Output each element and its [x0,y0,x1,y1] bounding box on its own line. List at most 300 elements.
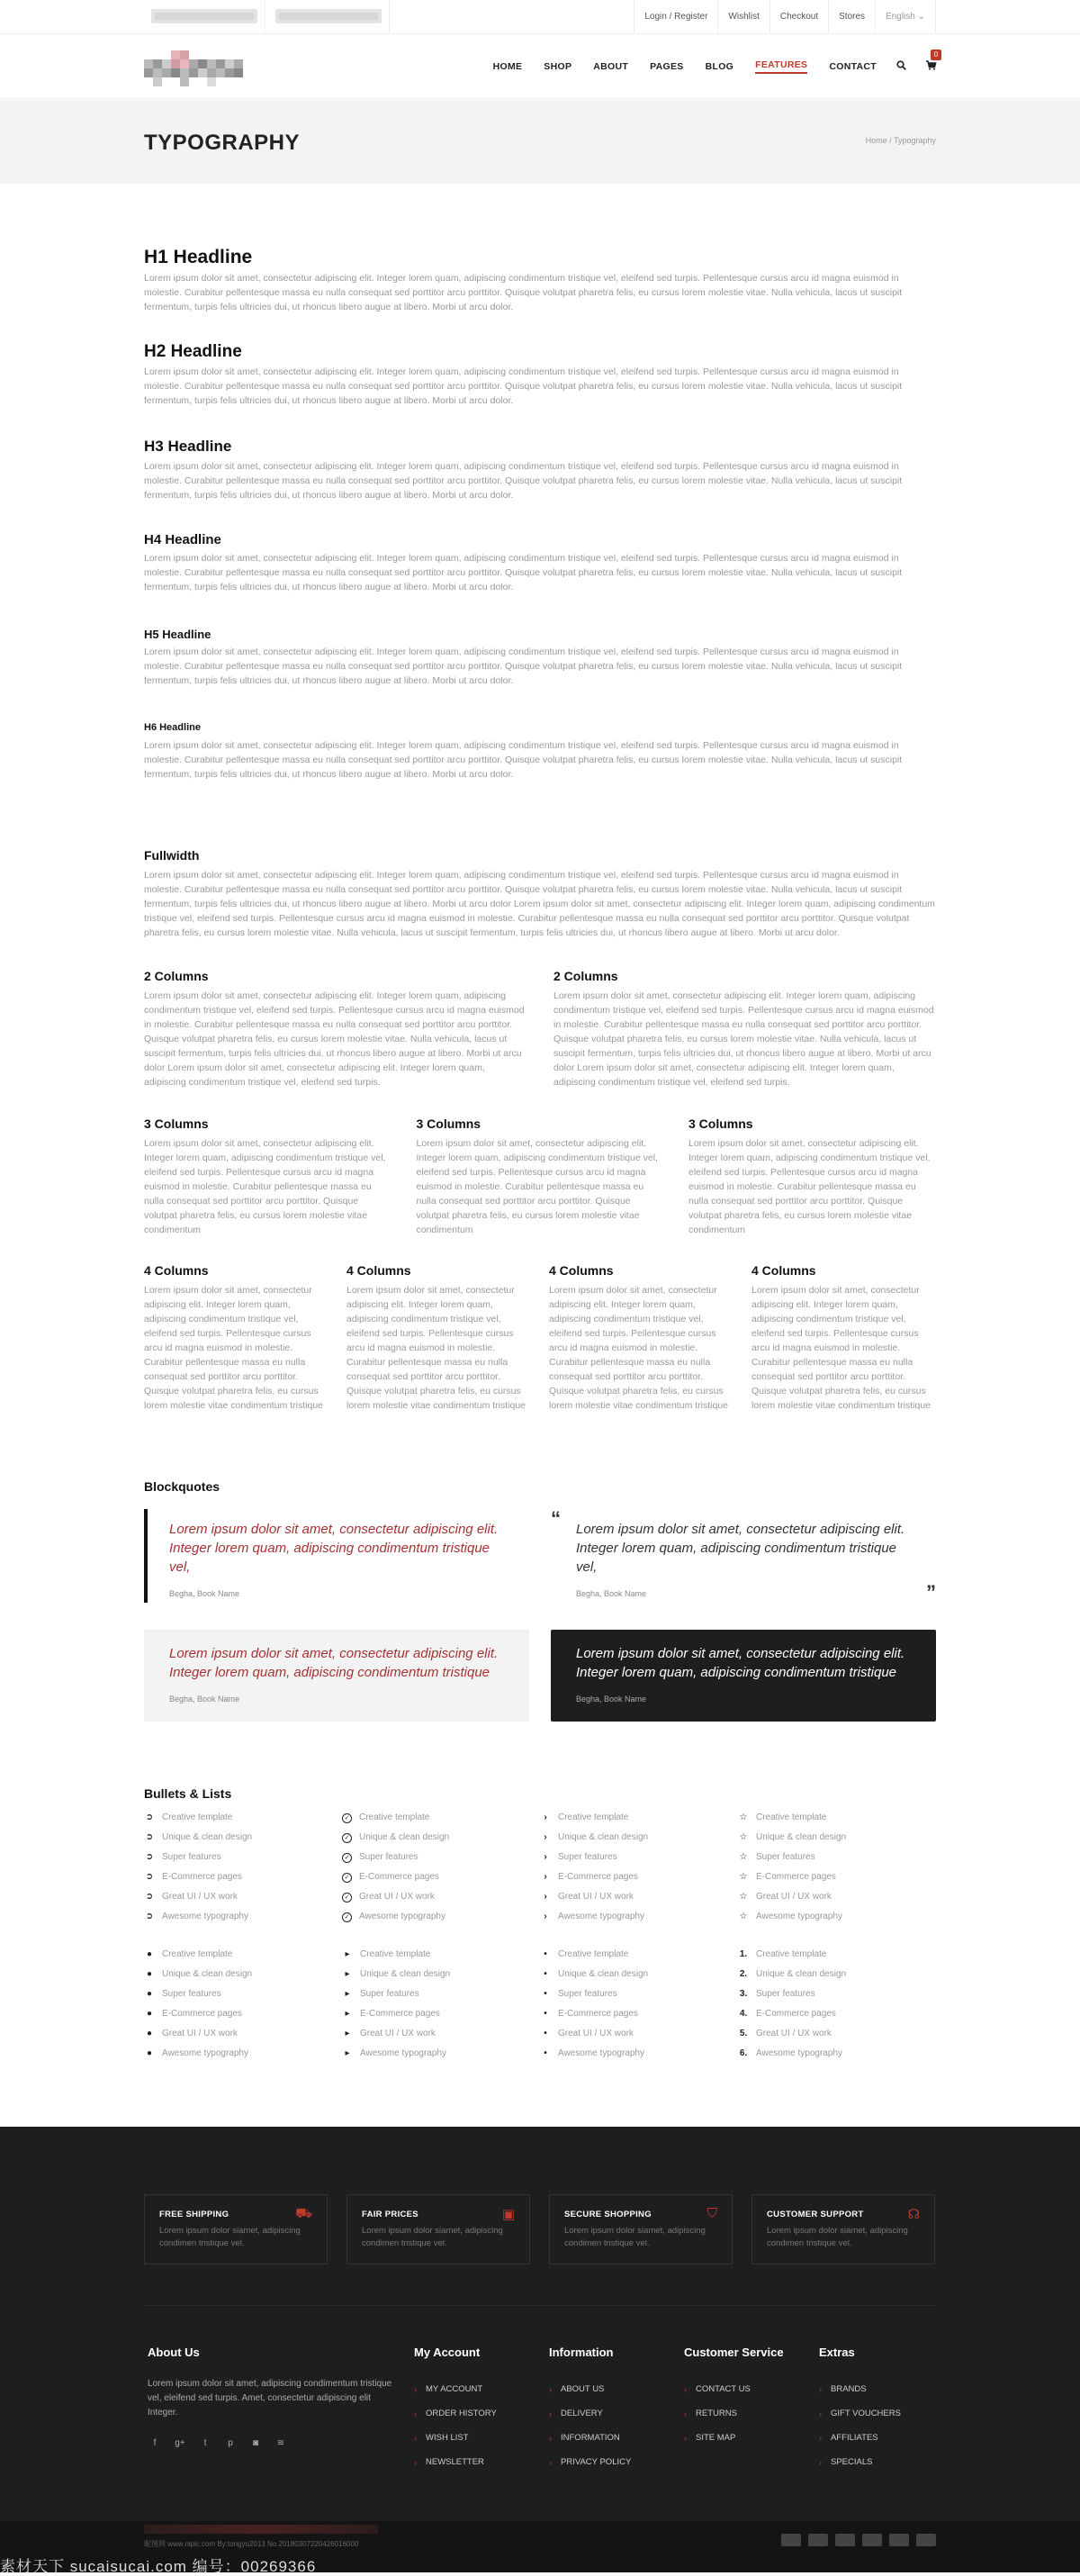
list-item-label: Great UI / UX work [360,2029,436,2038]
list-item [342,1945,540,1965]
list-item [738,2024,936,2044]
h5-block [144,628,936,688]
list-chevron [540,1808,738,1927]
column-heading: 3 Columns [144,1116,209,1131]
h4-block [144,532,936,594]
list-item [144,2004,342,2024]
bullet-icon: ➲ [145,1912,154,1921]
list-item [540,1828,738,1848]
bullet-icon: ☆ [739,1812,748,1822]
h6-headline: H6 Headline [144,722,201,733]
list-item-label: E-Commerce pages [756,1872,836,1882]
list-item-label: E-Commerce pages [360,2009,440,2019]
list-item [540,1984,738,2004]
list-item [144,2044,342,2064]
h3-headline: H3 Headline [144,438,232,455]
bullet-icon: › [544,1832,547,1842]
list-number: 6. [739,2048,748,2058]
list-item-label: Super features [756,1989,815,1999]
quote-open-icon: “ [551,1507,561,1530]
list-item [342,1867,540,1887]
google-plus-icon[interactable]: g+ [175,2438,185,2448]
page-title: TYPOGRAPHY [144,131,301,155]
bullet-icon: › [544,1892,547,1902]
bullet-icon: ✓ [342,1912,352,1922]
footer-link-label: ORDER HISTORY [426,2409,497,2418]
list-item-label: Great UI / UX work [756,1892,832,1902]
list-item [342,1808,540,1828]
list-item-label: E-Commerce pages [359,1872,439,1882]
bullet-icon: ▸ [345,2048,350,2058]
bullet-icon: ● [146,1969,153,1979]
list-item [738,1828,936,1848]
list-item-label: Super features [558,1989,617,1999]
list-item-label: Unique & clean design [756,1832,847,1842]
list-item-label: Creative template [558,1949,629,1959]
h6-block [144,722,936,782]
mastercard-icon [808,2534,828,2546]
footer-customer-service [684,2346,784,2450]
h1-text: Lorem ipsum dolor sit amet, consectetur adipiscing elit. Integer lorem quam, adipiscing condimentum tristique vel, eleifend sed turpis. Pellentesque cursus arcu id magna euismod in molestie. Curabitur pellentesque massa eu nulla consequat sed porttitor arcu porttitor. Quisque volutpat pharetra felis, eu cursus lorem molestie vitae. Nulla vehicula, lacus ut suscipit fermentum, turpis felis ultricies dui, ut rhoncus libero augue at libero. Morbi ut arcu dolor. [144,273,903,312]
footer-link[interactable] [819,2426,901,2450]
list-item [144,1867,342,1887]
list-item-label: Super features [558,1852,617,1862]
footer-link[interactable] [414,2377,497,2401]
blockquotes-heading-wrap [144,1479,936,1494]
list-item [540,2004,738,2024]
list-item-label: Unique & clean design [359,1832,450,1842]
bullet-icon: › [544,1852,547,1862]
bullet-lists-row-1 [144,1808,936,1927]
bullet-icon: • [544,2048,547,2058]
footer-link[interactable] [549,2450,631,2474]
money-icon: ▣ [501,2207,515,2222]
cart-count-badge: 0 [931,50,941,60]
bullets-heading: Bullets & Lists [144,1786,232,1801]
list-item-label: E-Commerce pages [558,1872,638,1882]
main-content [144,0,936,2127]
list-item [738,2044,936,2064]
chevron-right-icon: › [819,2384,822,2394]
bullet-icon: › [544,1872,547,1882]
bullet-icon: ➲ [145,1872,154,1882]
list-item-label: Great UI / UX work [558,2029,634,2038]
facebook-icon[interactable]: f [153,2438,157,2448]
bullet-icon: ✓ [342,1873,352,1883]
watermark-text: 昵图网 www.nipic.com By:tongyu2013 No.20180307220426016000 [144,2540,359,2548]
footer-about-text: Lorem ipsum dolor sit amet, adipiscing condimentum tristique vel, eleifend sed turpis. Amet, consectetur adipiscing elit Integer. [148,2379,392,2418]
list-item [738,1808,936,1828]
list-item [738,1867,936,1887]
footer-link-label: SPECIALS [831,2457,873,2467]
discover-icon [889,2534,909,2546]
bullet-icon: ☆ [739,1872,748,1882]
bullet-icon: ● [146,1989,153,1999]
list-item [342,1965,540,1984]
column [144,969,526,1089]
footer-link[interactable] [819,2450,901,2474]
two-columns-row [144,969,936,1089]
list-item [342,1828,540,1848]
list-item [342,1907,540,1927]
footer-link-label: DELIVERY [561,2409,603,2418]
footer-link[interactable] [549,2401,631,2426]
column [144,1263,328,1413]
footer-information [549,2346,631,2474]
feature-fair-prices [346,2194,530,2264]
list-item [144,1848,342,1867]
bullet-icon: ✓ [342,1813,352,1823]
blockquotes-heading: Blockquotes [144,1479,220,1494]
footer-link[interactable] [819,2377,901,2401]
h3-text: Lorem ipsum dolor sit amet, consectetur adipiscing elit. Integer lorem quam, adipiscing condimentum tristique vel, eleifend sed turpis. Pellentesque cursus arcu id magna euismod in molestie. Curabitur pellentesque massa eu nulla consequat sed porttitor arcu porttitor. Quisque volutpat pharetra felis, eu cursus lorem molestie vitae. Nulla vehicula, lacus ut suscipit fermentum, turpis felis ultricies dui, ut rhoncus libero augue at libero. Morbi ut arcu dolor. [144,461,903,501]
list-item [738,1848,936,1867]
bullet-icon: ☆ [739,1852,748,1862]
bullet-icon: ☆ [739,1892,748,1902]
login-register-link[interactable]: Login / Register [634,0,717,34]
list-item-label: E-Commerce pages [162,1872,242,1882]
list-circle-check [342,1808,540,1927]
column [144,1116,392,1235]
blockquote-quoted [551,1509,936,1603]
nav-home[interactable]: HOME [492,61,523,72]
breadcrumb[interactable]: Home / Typography [865,136,936,145]
bullet-icon: • [544,1949,547,1959]
list-item [540,1808,738,1828]
checkout-link[interactable]: Checkout [770,0,828,34]
bullet-icon: ▸ [345,1969,350,1979]
footer-link[interactable] [819,2401,901,2426]
list-caret [342,1945,540,2064]
list-number: 1. [739,1949,748,1959]
blockquote-text: Lorem ipsum dolor sit amet, consectetur adipiscing elit. Integer lorem quam, adipiscing condimentum tristique [169,1646,499,1680]
bullets-heading-wrap [144,1786,936,1801]
list-item-label: Super features [360,1989,419,1999]
list-item [342,1984,540,2004]
h5-text: Lorem ipsum dolor sit amet, consectetur adipiscing elit. Integer lorem quam, adipiscing condimentum tristique vel, eleifend sed turpis. Pellentesque cursus arcu id magna euismod in molestie. Curabitur pellentesque massa eu nulla consequat sed porttitor arcu porttitor. Quisque volutpat pharetra felis, eu cursus lorem molestie vitae. Nulla vehicula, lacus ut suscipit fermentum, turpis felis ultricies dui, ut rhoncus libero augue at libero. Morbi ut arcu dolor. [144,646,903,686]
bullet-icon: • [544,1969,547,1979]
list-item-label: Creative template [162,1812,233,1822]
column-heading: 4 Columns [549,1263,614,1278]
chevron-right-icon: › [819,2409,822,2418]
column-text: Lorem ipsum dolor sit amet, consectetur adipiscing elit. Integer lorem quam, adipiscing condimentum tristique vel, eleifend sed turpis. Pellentesque cursus arcu id magna euismod in molestie. Curabitur pellentesque massa eu nulla consequat sed porttitor arcu porttitor. Quisque volutpat pharetra felis, eu cursus lorem molestie vitae condimentum tristique [549,1285,728,1411]
footer-link-label: WISH LIST [426,2433,469,2443]
footer-about-title: About Us [148,2346,200,2359]
list-item-label: Unique & clean design [162,1832,253,1842]
list-item [342,2004,540,2024]
paypal-icon [862,2534,882,2546]
blockquote-text: Lorem ipsum dolor sit amet, consectetur adipiscing elit. Integer lorem quam, adipiscing condimentum tristique [576,1646,905,1680]
list-item-label: Creative template [756,1949,827,1959]
footer-col-title: Information [549,2346,614,2359]
footer-my-account [414,2346,497,2474]
footer-link[interactable] [549,2426,631,2450]
footer-link-label: RETURNS [696,2409,737,2418]
list-item [144,1945,342,1965]
h6-text: Lorem ipsum dolor sit amet, consectetur adipiscing elit. Integer lorem quam, adipiscing condimentum tristique vel, eleifend sed turpis. Pellentesque cursus arcu id magna euismod in molestie. Curabitur pellentesque massa eu nulla consequat sed porttitor arcu porttitor. Quisque volutpat pharetra felis, eu cursus lorem molestie vitae. Nulla vehicula, lacus ut suscipit fermentum, turpis felis ultricies dui, ut rhoncus libero augue at libero. Morbi ut arcu dolor. [144,740,903,780]
list-item [540,1867,738,1887]
bullet-icon: ● [146,2009,153,2019]
list-item-label: Creative template [558,1812,629,1822]
three-columns-row [144,1116,936,1235]
list-item [144,2024,342,2044]
bullet-icon: ✓ [342,1853,352,1863]
footer-link[interactable] [414,2450,497,2474]
list-item-label: Creative template [756,1812,827,1822]
footer-link-label: GIFT VOUCHERS [831,2409,901,2418]
column-text: Lorem ipsum dolor sit amet, consectetur adipiscing elit. Integer lorem quam, adipiscing condimentum tristique vel, eleifend sed turpis. Pellentesque cursus arcu id magna euismod in molestie. Curabitur pellentesque massa eu nulla consequat sed porttitor arcu porttitor. Quisque volutpat pharetra felis, eu cursus lorem molestie vitae condimentum [144,1138,386,1235]
column-text: Lorem ipsum dolor sit amet, consectetur adipiscing elit. Integer lorem quam, adipiscing condimentum tristique vel, eleifend sed turpis. Pellentesque cursus arcu id magna euismod in molestie. Curabitur pellentesque massa eu nulla consequat sed porttitor arcu porttitor. Quisque volutpat pharetra felis, eu cursus lorem molestie vitae. Nulla vehicula, lacus ut suscipit fermentum, turpis felis ultricies dui, ut rhoncus libero augue at libero. Morbi ut arcu dolor Lorem ipsum dolor sit amet, consectetur adipiscing elit. Integer lorem quam, adipiscing condimentum tristique vel, eleifend sed turpis. [554,990,934,1088]
footer-link[interactable] [684,2377,784,2401]
social-links [148,2438,395,2453]
footer-link-list [819,2377,901,2474]
feature-text: Lorem ipsum dolor siamet, adipiscing condimen tristique vel. [159,2226,301,2248]
footer-link-list [549,2377,631,2474]
list-item [540,2024,738,2044]
column [752,1263,936,1413]
list-item-label: Great UI / UX work [162,1892,238,1902]
blockquote-text: Lorem ipsum dolor sit amet, consectetur adipiscing elit. Integer lorem quam, adipiscing condimentum tristique vel, [576,1522,905,1575]
h4-headline: H4 Headline [144,532,221,547]
h2-text: Lorem ipsum dolor sit amet, consectetur adipiscing elit. Integer lorem quam, adipiscing condimentum tristique vel, eleifend sed turpis. Pellentesque cursus arcu id magna euismod in molestie. Curabitur pellentesque massa eu nulla consequat sed porttitor arcu porttitor. Quisque volutpat pharetra felis, eu cursus lorem molestie vitae. Nulla vehicula, lacus ut suscipit fermentum, turpis felis ultricies dui, ut rhoncus libero augue at libero. Morbi ut arcu dolor. [144,366,903,406]
column-heading: 3 Columns [688,1116,753,1131]
language-select[interactable]: English ⌄ [875,0,936,34]
footer-link-list [684,2377,784,2450]
list-item [738,1965,936,1984]
fullwidth-heading: Fullwidth [144,848,200,863]
bullet-icon: ▸ [345,1949,350,1959]
h2-headline: H2 Headline [144,342,242,361]
column-heading: 4 Columns [346,1263,411,1278]
list-item-label: Awesome typography [558,1912,644,1921]
column-heading: 2 Columns [554,969,618,983]
list-item-label: Super features [162,1989,221,1999]
list-item [540,1945,738,1965]
bullet-icon: ▸ [345,1989,350,1999]
footer-about [148,2346,395,2453]
list-item [540,1887,738,1907]
footer-link[interactable] [414,2401,497,2426]
column-heading: 3 Columns [416,1116,482,1131]
blockquote-light [144,1630,529,1722]
payment-icons [774,2534,936,2546]
pinterest-icon[interactable]: p [228,2438,233,2448]
list-item [540,2044,738,2064]
h2-block [144,342,936,408]
list-item-label: Great UI / UX work [756,2029,832,2038]
bullet-icon: ● [146,1949,153,1959]
twitter-icon[interactable]: t [203,2438,207,2448]
nav-blog[interactable]: BLOG [705,61,734,72]
list-item [144,1984,342,2004]
footer-link-label: BRANDS [831,2384,867,2394]
list-item-label: Unique & clean design [360,1969,451,1979]
bullet-icon: › [544,1912,547,1921]
list-numbered [738,1945,936,2064]
bullet-icon: • [544,1989,547,1999]
list-item [342,1848,540,1867]
nav-pages[interactable]: PAGES [650,61,684,72]
watermark-overlay: 素材天下 sucaisucai.com 编号：00269366 [0,2558,317,2575]
feature-secure-shopping [549,2194,733,2264]
footer-col-title: Customer Service [684,2346,784,2359]
footer-link-label: SITE MAP [696,2433,736,2443]
list-item-label: E-Commerce pages [162,2009,242,2019]
list-item [342,2044,540,2064]
list-item [540,1965,738,1984]
footer-link-label: MY ACCOUNT [426,2384,483,2394]
list-item-label: Great UI / UX work [558,1892,634,1902]
headset-icon: ☊ [907,2207,920,2222]
feature-customer-support [752,2194,935,2264]
footer-link[interactable] [684,2426,784,2450]
chevron-right-icon: › [414,2433,417,2443]
four-columns-row [144,1263,936,1413]
list-item-label: Awesome typography [756,1912,842,1921]
list-item [540,1907,738,1927]
column-text: Lorem ipsum dolor sit amet, consectetur adipiscing elit. Integer lorem quam, adipiscing condimentum tristique vel, eleifend sed turpis. Pellentesque cursus arcu id magna euismod in molestie. Curabitur pellentesque massa eu nulla consequat sed porttitor arcu porttitor. Quisque volutpat pharetra felis, eu cursus lorem molestie vitae. Nulla vehicula, lacus ut suscipit fermentum, turpis felis ultricies dui, ut rhoncus libero augue at libero. Morbi ut arcu dolor Lorem ipsum dolor sit amet, consectetur adipiscing elit. Integer lorem quam, adipiscing condimentum tristique vel, eleifend sed turpis. [144,990,525,1088]
chevron-right-icon: › [414,2457,417,2467]
list-number: 3. [739,1989,748,1999]
truck-icon: ⛟ [295,2206,312,2221]
footer-extras [819,2346,901,2474]
column-heading: 4 Columns [752,1263,816,1278]
list-item [738,1945,936,1965]
chevron-right-icon: › [819,2433,822,2443]
h4-text: Lorem ipsum dolor sit amet, consectetur adipiscing elit. Integer lorem quam, adipiscing condimentum tristique vel, eleifend sed turpis. Pellentesque cursus arcu id magna euismod in molestie. Curabitur pellentesque massa eu nulla consequat sed porttitor arcu porttitor. Quisque volutpat pharetra felis, eu cursus lorem molestie vitae. Nulla vehicula, lacus ut suscipit fermentum, turpis felis ultricies dui, ut rhoncus libero augue at libero. Morbi ut arcu dolor. [144,553,903,592]
feature-text: Lorem ipsum dolor siamet, adipiscing condimen tristique vel. [767,2226,908,2248]
chevron-right-icon: › [819,2457,822,2467]
footer [0,2127,1080,2575]
nav-contact[interactable]: CONTACT [829,61,877,72]
nav-shop[interactable]: SHOP [544,61,572,72]
column [688,1116,936,1235]
fullwidth-block [144,848,936,940]
list-item-label: Awesome typography [360,2048,446,2058]
list-item-label: Creative template [359,1812,430,1822]
list-filled-circle [144,1945,342,2064]
list-star [738,1808,936,1927]
blockquote-cite: Begha, Book Name [576,1695,647,1704]
list-item-label: Awesome typography [558,2048,644,2058]
feature-title: FAIR PRICES [362,2210,418,2219]
nav-features[interactable]: FEATURES [755,59,807,74]
footer-col-title: My Account [414,2346,481,2359]
list-item-label: E-Commerce pages [558,2009,638,2019]
column-text: Lorem ipsum dolor sit amet, consectetur adipiscing elit. Integer lorem quam, adipiscing condimentum tristique vel, eleifend sed turpis. Pellentesque cursus arcu id magna euismod in molestie. Curabitur pellentesque massa eu nulla consequat sed porttitor arcu porttitor. Quisque volutpat pharetra felis, eu cursus lorem molestie vitae condimentum tristique [144,1285,323,1411]
nav-about[interactable]: ABOUT [593,61,629,72]
chevron-right-icon: › [549,2384,552,2394]
feature-text: Lorem ipsum dolor siamet, adipiscing condimen tristique vel. [564,2226,706,2248]
bullet-icon: ➲ [145,1892,154,1902]
bullet-icon: ✓ [342,1893,352,1903]
list-item [144,1828,342,1848]
footer-link-label: AFFILIATES [831,2433,878,2443]
list-item [738,2004,936,2024]
blockquote-cite: Begha, Book Name [169,1589,240,1598]
bullet-icon: ● [146,2048,153,2058]
rss-icon[interactable]: ≋ [276,2438,285,2448]
list-item-label: Unique & clean design [558,1969,649,1979]
bullet-icon: ☆ [739,1912,748,1921]
footer-link[interactable] [684,2401,784,2426]
footer-link[interactable] [414,2426,497,2450]
list-number: 5. [739,2029,748,2038]
bullet-icon: ▸ [345,2009,350,2019]
chevron-right-icon: › [549,2433,552,2443]
list-circle-arrow [144,1808,342,1927]
list-item-label: Awesome typography [162,1912,248,1921]
fullwidth-text: Lorem ipsum dolor sit amet, consectetur adipiscing elit. Integer lorem quam, adipiscing condimentum tristique vel, eleifend sed turpis. Pellentesque cursus arcu id magna euismod in molestie. Curabitur pellentesque massa eu nulla consequat sed porttitor arcu porttitor. Quisque volutpat pharetra felis, eu cursus lorem molestie vitae. Nulla vehicula, lacus ut suscipit fermentum, turpis felis ultricies dui, ut rhoncus libero augue at libero. Morbi ut arcu dolor Lorem ipsum dolor sit amet, consectetur adipiscing elit. Integer lorem quam, adipiscing condimentum tristique vel, eleifend sed turpis. Pellentesque cursus arcu id magna euismod in molestie. Curabitur pellentesque massa eu nulla consequat sed porttitor arcu porttitor. Quisque volutpat pharetra felis, eu cursus lorem molestie vitae. Nulla vehicula, lacus ut suscipit fermentum, turpis felis ultricies dui, ut rhoncus libero augue at libero. Morbi ut arcu dolor. [144,870,935,938]
list-item-label: Great UI / UX work [359,1892,435,1902]
bullet-icon: ☆ [739,1832,748,1842]
bullet-icon: • [544,2009,547,2019]
list-item-label: Creative template [162,1949,233,1959]
list-item-label: Super features [756,1852,815,1862]
amex-icon [835,2534,855,2546]
footer-link-label: CONTACT US [696,2384,751,2394]
list-item-label: Super features [162,1852,221,1862]
visa-icon [781,2534,801,2546]
column [346,1263,531,1413]
list-item-label: Unique & clean design [558,1832,649,1842]
list-item [738,1984,936,2004]
feature-text: Lorem ipsum dolor siamet, adipiscing condimen tristique vel. [362,2226,503,2248]
list-item-label: Awesome typography [756,2048,842,2058]
wishlist-link[interactable]: Wishlist [717,0,769,34]
bullet-lists-row-2 [144,1945,936,2064]
list-item-label: E-Commerce pages [756,2009,836,2019]
feature-free-shipping [144,2194,328,2264]
list-item [144,1965,342,1984]
column-text: Lorem ipsum dolor sit amet, consectetur adipiscing elit. Integer lorem quam, adipiscing condimentum tristique vel, eleifend sed turpis. Pellentesque cursus arcu id magna euismod in molestie. Curabitur pellentesque massa eu nulla consequat sed porttitor arcu porttitor. Quisque volutpat pharetra felis, eu cursus lorem molestie vitae condimentum tristique [346,1285,526,1411]
column-text: Lorem ipsum dolor sit amet, consectetur adipiscing elit. Integer lorem quam, adipiscing condimentum tristique vel, eleifend sed turpis. Pellentesque cursus arcu id magna euismod in molestie. Curabitur pellentesque massa eu nulla consequat sed porttitor arcu porttitor. Quisque volutpat pharetra felis, eu cursus lorem molestie vitae condimentum [688,1138,931,1235]
list-item [144,1887,342,1907]
list-dot [540,1945,738,2064]
list-item-label: Awesome typography [359,1912,446,1921]
blockquote-cite: Begha, Book Name [169,1695,240,1704]
instagram-icon[interactable]: ◙ [252,2438,259,2448]
chevron-right-icon: › [684,2409,687,2418]
bullet-icon: › [544,1812,547,1822]
footer-divider [144,2305,936,2306]
list-item [738,1907,936,1927]
list-item-label: Great UI / UX work [162,2029,238,2038]
footer-link[interactable] [549,2377,631,2401]
h3-block [144,438,936,502]
column-heading: 4 Columns [144,1263,209,1278]
blockquote-cite: Begha, Book Name [576,1589,647,1598]
bullet-icon: ➲ [145,1832,154,1842]
feature-title: SECURE SHOPPING [564,2210,652,2219]
chevron-right-icon: › [684,2433,687,2443]
column-text: Lorem ipsum dolor sit amet, consectetur adipiscing elit. Integer lorem quam, adipiscing condimentum tristique vel, eleifend sed turpis. Pellentesque cursus arcu id magna euismod in molestie. Curabitur pellentesque massa eu nulla consequat sed porttitor arcu porttitor. Quisque volutpat pharetra felis, eu cursus lorem molestie vitae condimentum tristique [752,1285,931,1411]
h1-block [144,247,936,314]
footer-link-label: NEWSLETTER [426,2457,484,2467]
h5-headline: H5 Headline [144,628,212,641]
chevron-right-icon: › [414,2409,417,2418]
footer-bottom-bar [0,2521,1080,2575]
h1-headline: H1 Headline [144,247,253,267]
list-item-label: Awesome typography [162,2048,248,2058]
list-item [738,1887,936,1907]
stores-link[interactable]: Stores [828,0,875,34]
list-item [144,1907,342,1927]
chevron-right-icon: › [684,2384,687,2394]
column-text: Lorem ipsum dolor sit amet, consectetur adipiscing elit. Integer lorem quam, adipiscing condimentum tristique vel, eleifend sed turpis. Pellentesque cursus arcu id magna euismod in molestie. Curabitur pellentesque massa eu nulla consequat sed porttitor arcu porttitor. Quisque volutpat pharetra felis, eu cursus lorem molestie vitae condimentum [416,1138,658,1235]
blockquote-text: Lorem ipsum dolor sit amet, consectetur adipiscing elit. Integer lorem quam, adipiscing condimentum tristique vel, [169,1522,499,1575]
feature-title: FREE SHIPPING [159,2210,230,2219]
